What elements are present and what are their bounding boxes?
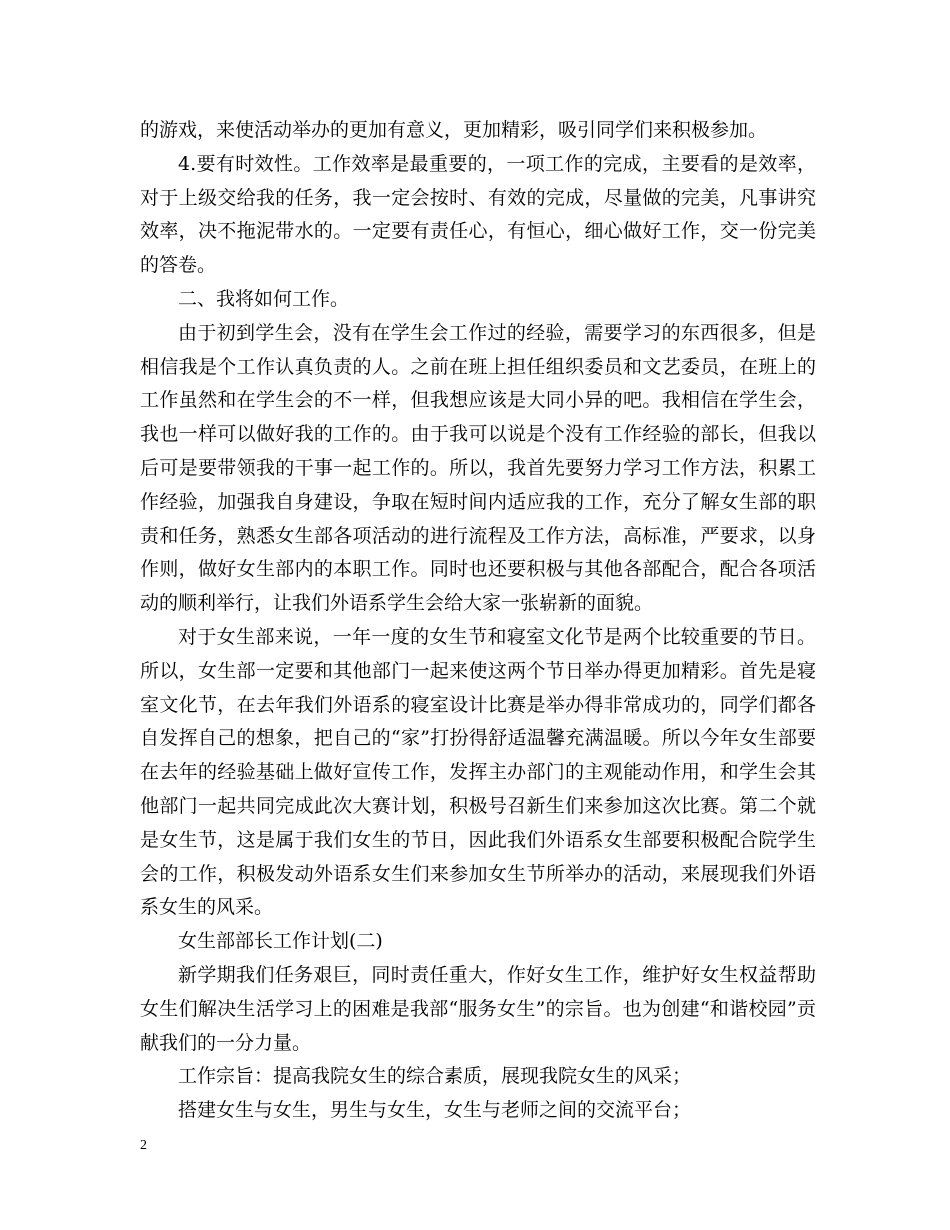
- paragraph: 的游戏，来使活动举办的更加有意义，更加精彩，吸引同学们来积极参加。: [140, 119, 768, 141]
- paragraph: 工作宗旨：提高我院女生的综合素质，展现我院女生的风采；: [178, 1065, 692, 1088]
- paragraph: 4.要有时效性。工作效率是最重要的，一项工作的完成，主要看的是效率，对于上级交给我的任务，我一定会按时、有效的完成，尽量做的完美，凡事讲究效率，决不拖泥带水的。一定要有责任心，有恒心，细心做好工作，交一份完美的答卷。: [140, 152, 816, 277]
- section-heading: 二、我将如何工作。: [178, 287, 350, 310]
- paragraph: 对于女生部来说，一年一度的女生节和寝室文化节是两个比较重要的节日。所以，女生部一定要和其他部门一起来使这两个节日举办得更加精彩。首先是寝室文化节，在去年我们外语系的寝室设计比赛是举办得非常成功的，同学们都各自发挥自己的想象，把自己的“家”打扮得舒适温馨充满温暖。所以今年女生部要在去年的经验基础上做好宣传工作，发挥主办部门的主观能动作用，和学生会其他部门一起共同完成此次大赛计划，积极号召新生们来参加这次比赛。第二个就是女生节，这是属于我们女生的节日，因此我们外语系女生部要积极配合院学生会的工作，积极发动外语系女生们来参加女生节所举办的活动，来展现我们外语系女生的风采。: [140, 625, 816, 919]
- paragraph: 搭建女生与女生，男生与女生，女生与老师之间的交流平台；: [178, 1099, 692, 1122]
- paragraph: 由于初到学生会，没有在学生会工作过的经验，需要学习的东西很多，但是相信我是个工作认真负责的人。之前在班上担任组织委员和文艺委员，在班上的工作虽然和在学生会的不一样，但我想应该是大同小异的吧。我相信在学生会，我也一样可以做好我的工作的。由于我可以说是个没有工作经验的部长，但我以后可是要带领我的干事一起工作的。所以，我首先要努力学习工作方法，积累工作经验，加强我自身建设，争取在短时间内适应我的工作，充分了解女生部的职责和任务，熟悉女生部各项活动的进行流程及工作方法，高标准，严要求，以身作则，做好女生部内的本职工作。同时也还要积极与其他各部配合，配合各项活动的顺利举行，让我们外语系学生会给大家一张崭新的面貌。: [140, 321, 816, 615]
- page-number: 2: [140, 1138, 147, 1153]
- document-body: [140, 114, 816, 1128]
- section-heading: 女生部部长工作计划(二): [178, 930, 383, 953]
- paragraph: 新学期我们任务艰巨，同时责任重大，作好女生工作，维护好女生权益帮助女生们解决生活学习上的困难是我部“服务女生”的宗旨。也为创建“和谐校园”贡献我们的一分力量。: [140, 963, 816, 1054]
